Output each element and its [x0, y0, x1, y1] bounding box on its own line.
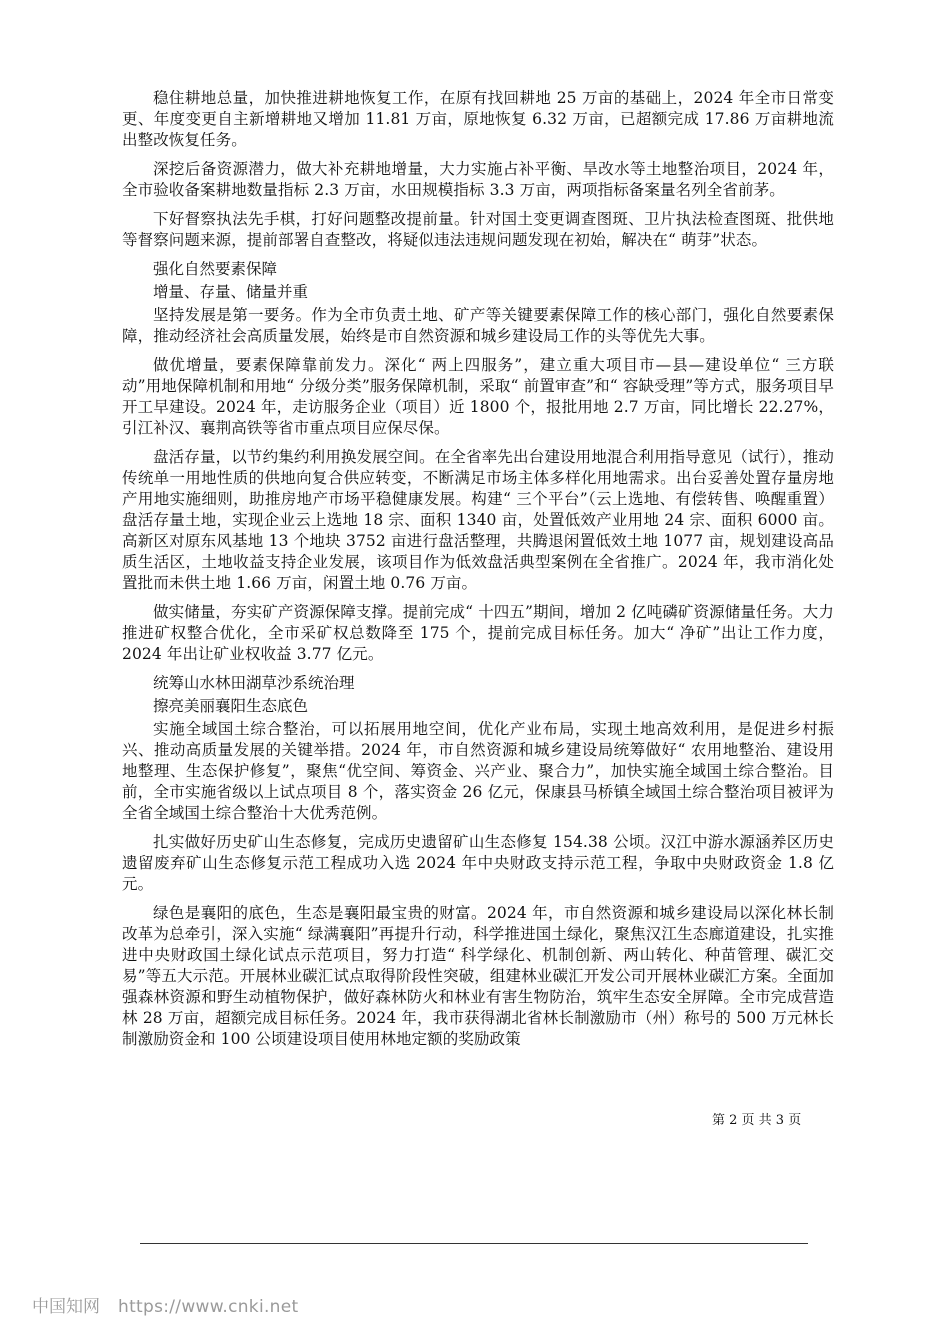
footer-divider [140, 1243, 808, 1244]
watermark-url[interactable]: https://www.cnki.net [118, 1297, 299, 1317]
paragraph-mine-restoration: 扎实做好历史矿山生态修复，完成历史遗留矿山生态修复 154.38 公顷。汉江中游水源涵养区历史遗留废弃矿山生态修复示范工程成功入选 2024 年中央财政支持示范工程，争取中央财政资金 1.8 亿元。 [122, 833, 834, 893]
paragraph-reserve-resources: 深挖后备资源潜力，做大补充耕地增量，大力实施占补平衡、旱改水等土地整治项目，2024 年，全市验收备案耕地数量指标 2.3 万亩，水田规模指标 3.3 万亩，两项指标备案量名列全省前茅。 [122, 160, 834, 199]
paragraph-increment: 做优增量，要素保障靠前发力。深化“ 两上四服务”，建立重大项目市—县—建设单位“ 三方联动”用地保障机制和用地“ 分级分类”服务保障机制，采取“ 前置审查”和“ 容缺受理”等方式，服务项目早开工早建设。2024 年，走访服务企业（项目）近 1800 个，报批用地 2.7 万亩，同比增长 22.27%，引江补汉、襄荆高铁等省市重点项目应保尽保。 [122, 356, 834, 437]
section-subheading: 增量、存量、储量并重 [153, 283, 309, 301]
paragraph-stock: 盘活存量，以节约集约利用换发展空间。在全省率先出台建设用地混合利用指导意见（试行），推动传统单一用地性质的供地向复合供应转变，不断满足市场主体多样化用地需求。出台妥善处置存量房地产用地实施细则，助推房地产市场平稳健康发展。构建“ 三个平台”（云上选地、有偿转售、唤醒重置）盘活存量土地，实现企业云上选地 18 宗、面积 1340 亩，处置低效产业用地 24 宗、面积 6000 亩。高新区对原东风基地 13 个地块 3752 亩进行盘活整理，共腾退闲置低效土地 1077 亩，规划建设高品质生活区，土地收益支持企业发展，该项目作为低效盘活典型案例在全省推广。2024 年，我市消化处置批而未供土地 1.66 万亩，闲置土地 0.76 万亩。 [122, 448, 834, 592]
document-body [122, 88, 834, 1058]
watermark-brand: 中国知网 [32, 1297, 100, 1317]
page-number: 第 2 页 共 3 页 [712, 1113, 802, 1128]
paragraph-development: 坚持发展是第一要务。作为全市负责土地、矿产等关键要素保障工作的核心部门，强化自然要素保障，推动经济社会高质量发展，始终是市自然资源和城乡建设局工作的头等优先大事。 [122, 306, 834, 345]
watermark [32, 1292, 298, 1317]
section-heading: 统筹山水林田湖草沙系统治理 [153, 674, 355, 692]
paragraph-reserves: 做实储量，夯实矿产资源保障支撑。提前完成“ 十四五”期间，增加 2 亿吨磷矿资源储量任务。大力推进矿权整合优化，全市采矿权总数降至 175 个，提前完成目标任务。加大“ 净矿”出让工作力度，2024 年出让矿业权收益 3.77 亿元。 [122, 603, 834, 663]
paragraph-farmland-total: 稳住耕地总量，加快推进耕地恢复工作，在原有找回耕地 25 万亩的基础上，2024 年全市日常变更、年度变更自主新增耕地又增加 11.81 万亩，原地恢复 6.32 万亩，已超额完成 17.86 万亩耕地流出整改恢复任务。 [122, 89, 834, 149]
paragraph-supervision: 下好督察执法先手棋，打好问题整改提前量。针对国土变更调查图斑、卫片执法检查图斑、批供地等督察问题来源，提前部署自查整改，将疑似违法违规问题发现在初始，解决在“ 萌芽”状态。 [122, 210, 834, 249]
paragraph-greening: 绿色是襄阳的底色，生态是襄阳最宝贵的财富。2024 年，市自然资源和城乡建设局以深化林长制改革为总牵引，深入实施“ 绿满襄阳”再提升行动，科学推进国土绿化，聚焦汉江生态廊道建设，扎实推进中央财政国土绿化试点示范项目，努力打造“ 科学绿化、机制创新、两山转化、种苗管理、碳汇交易”等五大示范。开展林业碳汇试点取得阶段性突破，组建林业碳汇开发公司开展林业碳汇方案。全面加强森林资源和野生动植物保护，做好森林防火和林业有害生物防治，筑牢生态安全屏障。全市完成营造林 28 万亩，超额完成目标任务。2024 年，我市获得湖北省林长制激励市（州）称号的 500 万元林长制激励资金和 100 公顷建设项目使用林地定额的奖励政策 [122, 904, 834, 1048]
section-subheading: 擦亮美丽襄阳生态底色 [153, 697, 309, 715]
paragraph-land-consolidation: 实施全域国土综合整治，可以拓展用地空间，优化产业布局，实现土地高效利用，是促进乡村振兴、推动高质量发展的关键举措。2024 年，市自然资源和城乡建设局统筹做好“ 农用地整治、建设用地整理、生态保护修复”，聚焦“优空间、筹资金、兴产业、聚合力”，加快实施全域国土综合整治。目前，全市实施省级以上试点项目 8 个，落实资金 26 亿元，保康县马桥镇全域国土综合整治项目被评为全省全域国土综合整治十大优秀范例。 [122, 720, 834, 822]
section-heading: 强化自然要素保障 [153, 260, 278, 278]
